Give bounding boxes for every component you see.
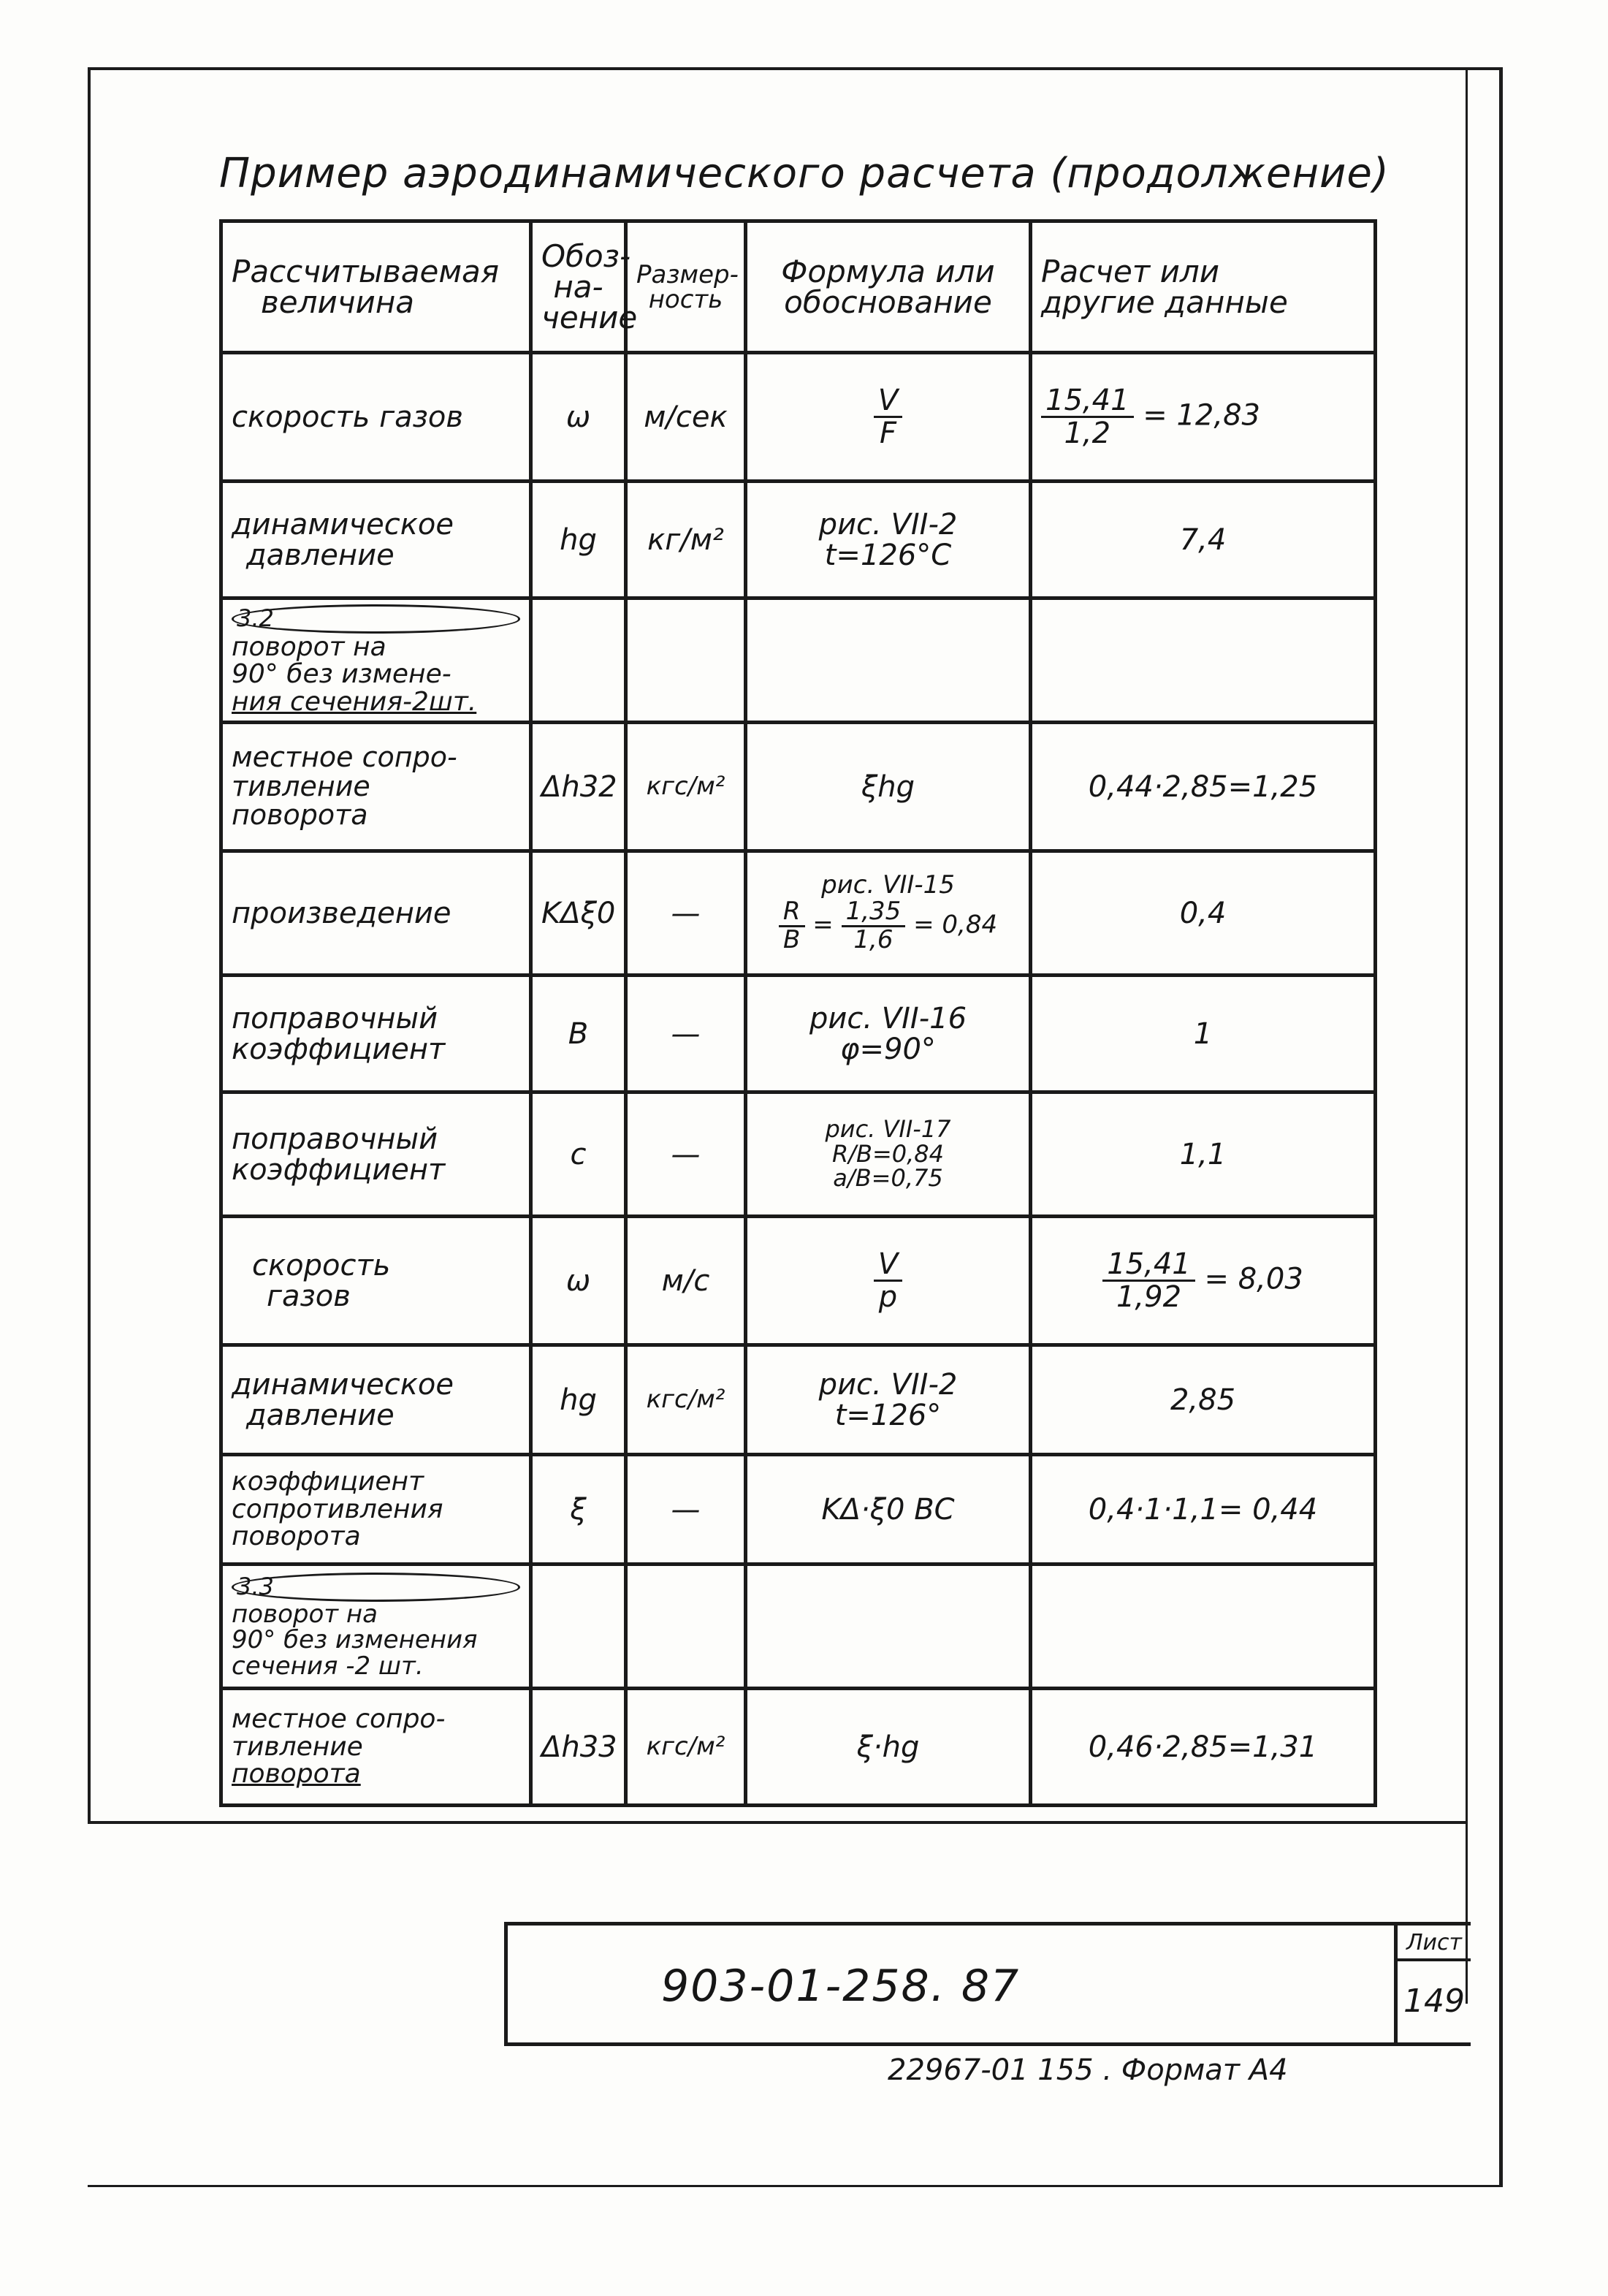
table-row: скорость газов ω м/сек $\frac{V}{F}$ $\frac{15,41}{1,2}$ = 12,83 xyxy=(221,353,1376,482)
page-title: Пример аэродинамического расчета (продолжение) xyxy=(219,150,1390,197)
frame-left-line xyxy=(88,67,91,1821)
item-marker: 3.3 xyxy=(232,1573,520,1602)
header-formula: Формула или обоснование xyxy=(746,221,1031,353)
table-row: поправочный коэффициент B — рис. VII-16 φ=90° 1 xyxy=(221,976,1376,1092)
title-block-stamp xyxy=(504,1922,1471,2046)
item-marker: 3.2 xyxy=(232,604,520,634)
header-designation: Обоз- на- чение xyxy=(531,221,626,353)
header-row xyxy=(221,221,1376,353)
sheet-box xyxy=(1394,1926,1471,2042)
header-calculation: Расчет или другие данные xyxy=(1031,221,1376,353)
table-row: местное сопро- тивление поворота Δh33 кгс/м² ξ·hg 0,46·2,85=1,31 xyxy=(221,1689,1376,1806)
calculation-table xyxy=(219,219,1377,1807)
table-row: динамическое давление hg кгс/м² рис. VII-2 t=126° 2,85 xyxy=(221,1345,1376,1455)
formula-fraction: $\frac{V}{F}$ xyxy=(874,385,902,449)
sheet-number: 149 xyxy=(1403,1983,1465,2020)
table-row: коэффициент сопротивления поворота ξ — KΔ·ξ0 BC 0,4·1·1,1= 0,44 xyxy=(221,1455,1376,1565)
table-row: динамическое давление hg кг/м² рис. VII-2 t=126°C 7,4 xyxy=(221,482,1376,598)
frame-inner-right-line xyxy=(1466,67,1468,2004)
frame-bottom-line xyxy=(88,1821,1467,1824)
header-quantity: Рассчитываемая величина xyxy=(221,221,531,353)
sheet-bottom-line xyxy=(88,2185,1503,2187)
table-row: поправочный коэффициент c — рис. VII-17 R/B=0,84 a/B=0,75 1,1 xyxy=(221,1092,1376,1217)
header-dimension: Размер- ность xyxy=(626,221,746,353)
calc-fraction: $\frac{15,41}{1,2}$ xyxy=(1041,385,1134,449)
table-row-section: 3.2 поворот на 90° без измене- ния сечения-2шт. xyxy=(221,598,1376,723)
table-row: скорость газов ω м/с $\frac{V}{p}$ $\frac{15,41}{1,92}$ = 8,03 xyxy=(221,1217,1376,1345)
frame-top-line xyxy=(88,67,1502,70)
frame-right-line xyxy=(1499,67,1503,2186)
table-row: местное сопро- тивление поворота Δh32 кгс/м² ξhg 0,44·2,85=1,25 xyxy=(221,723,1376,851)
sheet-label: Лист xyxy=(1398,1930,1471,1961)
footer-inventory-format: 22967-01 155 . Формат А4 xyxy=(888,2053,1288,2087)
table-row: произведение KΔξ0 — рис. VII-15 $\frac{R}{B}$ = $\frac{1,35}{1,6}$ = 0,84 0,4 xyxy=(221,851,1376,976)
document-code: 903-01-258. 87 xyxy=(661,1961,1021,2012)
table-row-section: 3.3 поворот на 90° без изменения сечения -2 шт. xyxy=(221,1565,1376,1689)
